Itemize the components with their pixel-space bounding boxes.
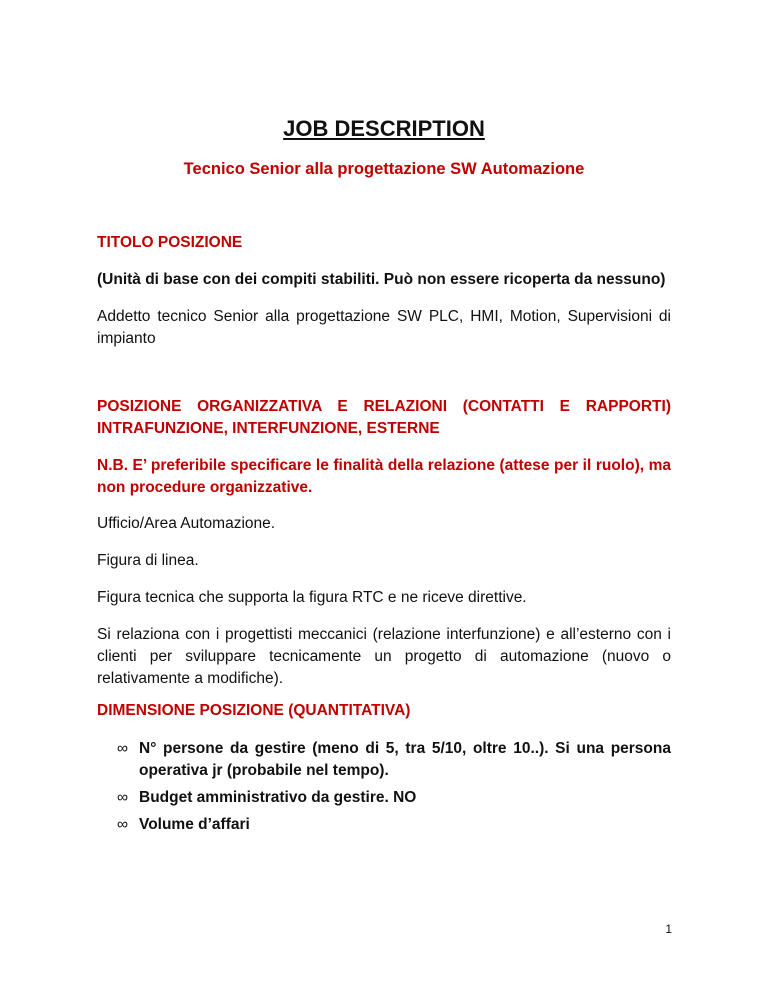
section-note-nb: N.B. E’ preferibile specificare le finalità della relazione (attese per il ruolo), ma non procedure organizzative.: [97, 457, 671, 496]
section-note-titolo: (Unità di base con dei compiti stabiliti. Può non essere ricoperta da nessuno): [97, 271, 666, 288]
infinity-bullet-icon: ∞: [117, 740, 129, 757]
document-title: JOB DESCRIPTION: [283, 116, 485, 141]
list-item: ∞ Volume d’affari: [97, 814, 671, 836]
list-item: ∞ Budget amministrativo da gestire. NO: [97, 787, 671, 809]
paragraph-figura-linea: Figura di linea.: [97, 552, 199, 569]
section-heading-posizione-organizzativa: POSIZIONE ORGANIZZATIVA E RELAZIONI (CONTATTI E RAPPORTI): [97, 398, 671, 415]
page-number: 1: [665, 922, 672, 936]
section-heading-dimensione-posizione: DIMENSIONE POSIZIONE (QUANTITATIVA): [97, 702, 411, 719]
paragraph-relazioni: Si relaziona con i progettisti meccanici (relazione interfunzione) e all’esterno con i clienti per sviluppare tecnicamente un progetto di automazione (nuovo o relativamente a modifiche).: [97, 626, 671, 687]
document-subtitle: Tecnico Senior alla progettazione SW Automazione: [183, 160, 585, 178]
dimension-list: [97, 738, 671, 841]
paragraph-figura-tecnica: Figura tecnica che supporta la figura RTC e ne riceve direttive.: [97, 589, 527, 606]
infinity-bullet-icon: ∞: [117, 789, 129, 806]
infinity-bullet-icon: ∞: [117, 816, 129, 833]
list-item: ∞ N° persone da gestire (meno di 5, tra 5/10, oltre 10..). Si una persona operativa jr (probabile nel tempo).: [117, 740, 671, 779]
section-heading-titolo-posizione: TITOLO POSIZIONE: [97, 234, 243, 251]
section-text-titolo: Addetto tecnico Senior alla progettazione SW PLC, HMI, Motion, Supervisioni di impianto: [97, 308, 671, 347]
paragraph-ufficio: Ufficio/Area Automazione.: [97, 515, 276, 532]
section-heading-posizione-organizzativa-line2: INTRAFUNZIONE, INTERFUNZIONE, ESTERNE: [97, 420, 440, 437]
